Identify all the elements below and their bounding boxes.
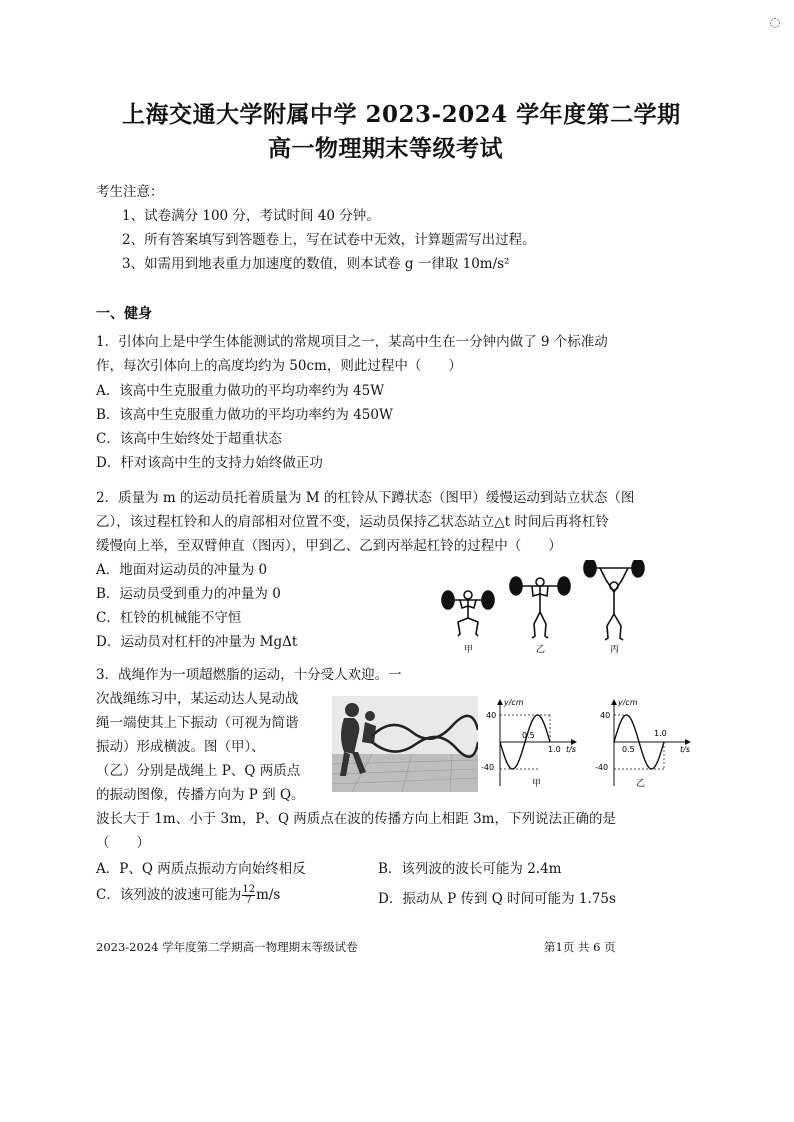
q3-option-c-unit: m/s bbox=[256, 887, 281, 903]
figure-label-bing: 丙 bbox=[610, 645, 620, 655]
q1-stem-line1: 1．引体向上是中学生体能测试的常规项目之一，某高中生在一分钟内做了 9 个标准动 bbox=[96, 334, 608, 350]
q3-stem-line8: （ ） bbox=[96, 835, 150, 851]
vibration-graph-yi bbox=[592, 694, 696, 790]
footer-left: 2023-2024 学年度第二学期高一物理期末等级试卷 bbox=[96, 940, 358, 954]
weightlifter-figure bbox=[436, 560, 646, 660]
y-axis-label: y/cm bbox=[504, 698, 524, 707]
x-tick-one: 1.0 bbox=[548, 745, 561, 754]
vibration-graph-jia bbox=[478, 694, 582, 790]
y-tick-bottom: -40 bbox=[481, 763, 495, 772]
q2-stem-line2: 乙），该过程杠铃和人的肩部相对位置不变，运动员保持乙状态站立△t 时间后再将杠铃 bbox=[96, 514, 609, 530]
graph-caption: 乙 bbox=[636, 779, 646, 789]
lifter-overhead bbox=[584, 560, 644, 640]
q1-option-c: C．该高中生始终处于超重状态 bbox=[96, 431, 282, 447]
fraction bbox=[242, 885, 255, 906]
q2-option-a: A．地面对运动员的冲量为 0 bbox=[96, 562, 268, 578]
q3-stem-line3: 绳一端使其上下振动（可视为简谐 bbox=[96, 715, 299, 731]
fraction-numerator: 12 bbox=[242, 884, 256, 895]
section-title: 一、健身 bbox=[96, 306, 152, 322]
battle-rope-photo bbox=[332, 696, 478, 792]
q3-stem-line1: 3．战绳作为一项超燃脂的运动，十分受人欢迎。一 bbox=[96, 667, 402, 683]
q3-stem-line5: （乙）分别是战绳上 P、Q 两质点 bbox=[96, 763, 301, 779]
lifter-squat bbox=[442, 591, 494, 636]
corner-mark bbox=[770, 18, 780, 28]
y-tick-bottom: -40 bbox=[595, 763, 609, 772]
graph-caption: 甲 bbox=[532, 779, 542, 789]
x-tick-one: 1.0 bbox=[654, 729, 667, 738]
y-axis-label: y/cm bbox=[618, 698, 638, 707]
x-axis-label: t/s bbox=[566, 745, 576, 754]
y-tick-top: 40 bbox=[600, 711, 611, 720]
q1-option-d: D．杆对该高中生的支持力始终做正功 bbox=[96, 455, 323, 471]
y-tick-top: 40 bbox=[486, 711, 497, 720]
notice-item-3: 3、如需用到地表重力加速度的数值，则本试卷 g 一律取 10m/s² bbox=[122, 256, 510, 272]
q2-option-c: C．杠铃的机械能不守恒 bbox=[96, 610, 242, 626]
q2-stem-line1: 2．质量为 m 的运动员托着质量为 M 的杠铃从下蹲状态（图甲）缓慢运动到站立状态（图 bbox=[96, 490, 635, 506]
page-title-line1: 上海交通大学附属中学 2023-2024 学年度第二学期 bbox=[122, 101, 681, 128]
x-axis-label: t/s bbox=[680, 745, 690, 754]
q3-option-a: A．P、Q 两质点振动方向始终相反 bbox=[96, 861, 306, 877]
q3-option-b: B．该列波的波长可能为 2.4m bbox=[378, 861, 562, 877]
figure-label-jia: 甲 bbox=[464, 645, 474, 655]
footer-page-number: 第1页 共 6 页 bbox=[544, 940, 616, 954]
notice-item-2: 2、所有答案填写到答题卷上，写在试卷中无效，计算题需写出过程。 bbox=[122, 232, 536, 248]
q3-option-c-prefix: C．该列波的波速可能为 bbox=[96, 887, 242, 903]
q3-stem-line2: 次战绳练习中，某运动达人晃动战 bbox=[96, 691, 299, 707]
q3-option-d: D．振动从 P 传到 Q 时间可能为 1.75s bbox=[378, 891, 616, 907]
lifter-standing bbox=[510, 577, 570, 638]
q1-option-a: A．该高中生克服重力做功的平均功率约为 45W bbox=[96, 383, 385, 399]
q2-option-d: D．运动员对杠杆的冲量为 MgΔt bbox=[96, 634, 298, 650]
q3-stem-line6: 的振动图像，传播方向为 P 到 Q。 bbox=[96, 787, 305, 803]
fraction-denominator: 7 bbox=[245, 895, 252, 906]
q3-stem-line4: 振动）形成横波。图（甲）、 bbox=[96, 739, 265, 755]
q3-option-c bbox=[96, 884, 280, 906]
notice-heading: 考生注意： bbox=[96, 184, 164, 200]
q3-stem-line7: 波长大于 1m、小于 3m，P、Q 两质点在波的传播方向上相距 3m，下列说法正确的是 bbox=[96, 811, 616, 827]
q2-option-b: B．运动员受到重力的冲量为 0 bbox=[96, 586, 281, 602]
x-tick-half: 0.5 bbox=[622, 745, 635, 754]
page-title-line2: 高一物理期末等级考试 bbox=[268, 135, 503, 162]
q1-option-b: B．该高中生克服重力做功的平均功率约为 450W bbox=[96, 407, 393, 423]
figure-label-yi: 乙 bbox=[536, 645, 546, 655]
notice-item-1: 1、试卷满分 100 分，考试时间 40 分钟。 bbox=[122, 208, 380, 224]
q1-stem-line2: 作，每次引体向上的高度均约为 50cm，则此过程中（ ） bbox=[96, 358, 462, 374]
q2-stem-line3: 缓慢向上举，至双臂伸直（图丙），甲到乙、乙到丙举起杠铃的过程中（ ） bbox=[96, 538, 562, 554]
x-tick-half: 0.5 bbox=[522, 731, 535, 740]
